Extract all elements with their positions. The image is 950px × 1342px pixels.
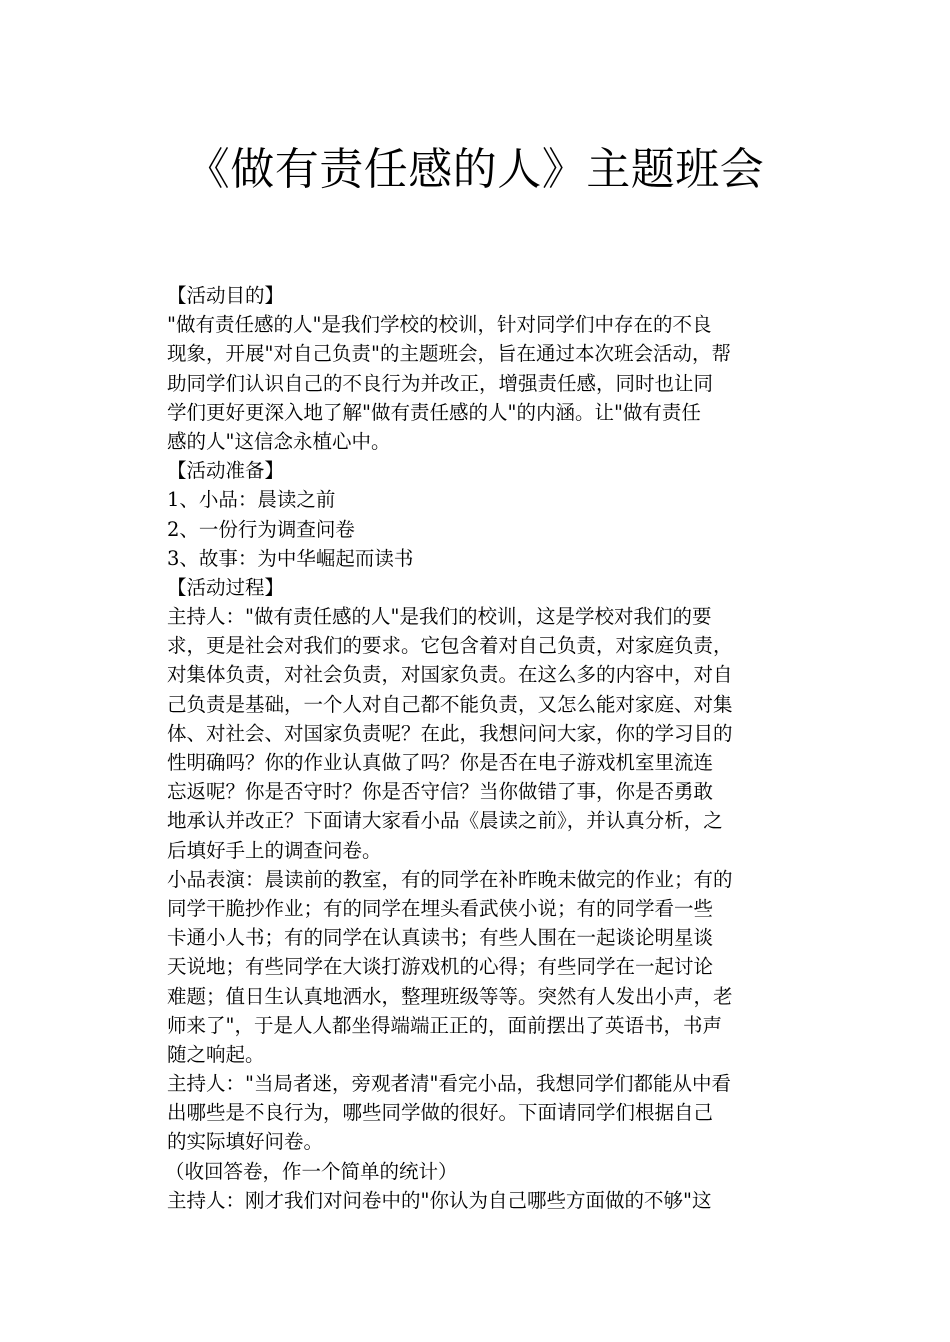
body-line: 出哪些是不良行为，哪些同学做的很好。下面请同学们根据自己 — [167, 1101, 714, 1125]
list-item: 1、小品：晨读之前 — [167, 488, 336, 512]
list-item: 2、一份行为调查问卷 — [167, 517, 355, 541]
body-line: 助同学们认识自己的不良行为并改正，增强责任感，同时也让同 — [167, 371, 714, 395]
body-line: 小品表演：晨读前的教室，有的同学在补昨晚未做完的作业；有的 — [167, 867, 733, 891]
body-line: 现象，开展"对自己负责"的主题班会，旨在通过本次班会活动，帮 — [167, 342, 731, 366]
body-line: 随之响起。 — [167, 1042, 265, 1066]
body-line: 卡通小人书；有的同学在认真读书；有些人围在一起谈论明星谈 — [167, 926, 714, 950]
document-body — [167, 281, 790, 1215]
body-line: 体、对社会、对国家负责呢？在此，我想问问大家，你的学习目的 — [167, 721, 733, 745]
body-line: 学们更好更深入地了解"做有责任感的人"的内涵。让"做有责任 — [167, 400, 701, 424]
body-line: "做有责任感的人"是我们学校的校训，针对同学们中存在的不良 — [167, 313, 712, 337]
body-line: 己负责是基础，一个人对自己都不能负责，又怎么能对家庭、对集 — [167, 692, 733, 716]
section-heading-preparation: 【活动准备】 — [167, 459, 285, 483]
body-line: 主持人：刚才我们对问卷中的"你认为自己哪些方面做的不够"这 — [167, 1188, 712, 1212]
body-line: 性明确吗？你的作业认真做了吗？你是否在电子游戏机室里流连 — [167, 751, 714, 774]
body-line: 难题；值日生认真地洒水，整理班级等等。突然有人发出小声，老 — [167, 984, 733, 1008]
section-heading-process: 【活动过程】 — [167, 575, 285, 599]
body-line: 天说地；有些同学在大谈打游戏机的心得；有些同学在一起讨论 — [167, 955, 714, 979]
body-line: 求，更是社会对我们的要求。它包含着对自己负责，对家庭负责， — [167, 634, 733, 658]
list-item: 3、故事：为中华崛起而读书 — [167, 546, 414, 570]
body-line: 地承认并改正？下面请大家看小品《晨读之前》，并认真分析，之 — [167, 809, 723, 833]
body-line: 同学干脆抄作业；有的同学在埋头看武侠小说；有的同学看一些 — [167, 896, 714, 920]
body-line: 感的人"这信念永植心中。 — [167, 429, 391, 453]
body-line: 主持人："当局者迷，旁观者清"看完小品，我想同学们都能从中看 — [167, 1072, 731, 1096]
body-line: 对集体负责，对社会负责，对国家负责。在这么多的内容中，对自 — [167, 663, 733, 687]
body-line: 后填好手上的调查问卷。 — [167, 838, 382, 862]
body-line: 师来了"，于是人人都坐得端端正正的，面前摆出了英语书，书声 — [167, 1013, 722, 1037]
body-line: 忘返呢？你是否守时？你是否守信？当你做错了事，你是否勇敢 — [167, 780, 714, 804]
body-line: （收回答卷，作一个简单的统计） — [165, 1159, 458, 1183]
body-line: 主持人："做有责任感的人"是我们的校训，这是学校对我们的要 — [167, 605, 712, 629]
body-line: 的实际填好问卷。 — [167, 1130, 324, 1154]
document-title: 《做有责任感的人》主题班会 — [185, 144, 765, 195]
section-heading-purpose: 【活动目的】 — [167, 284, 285, 307]
